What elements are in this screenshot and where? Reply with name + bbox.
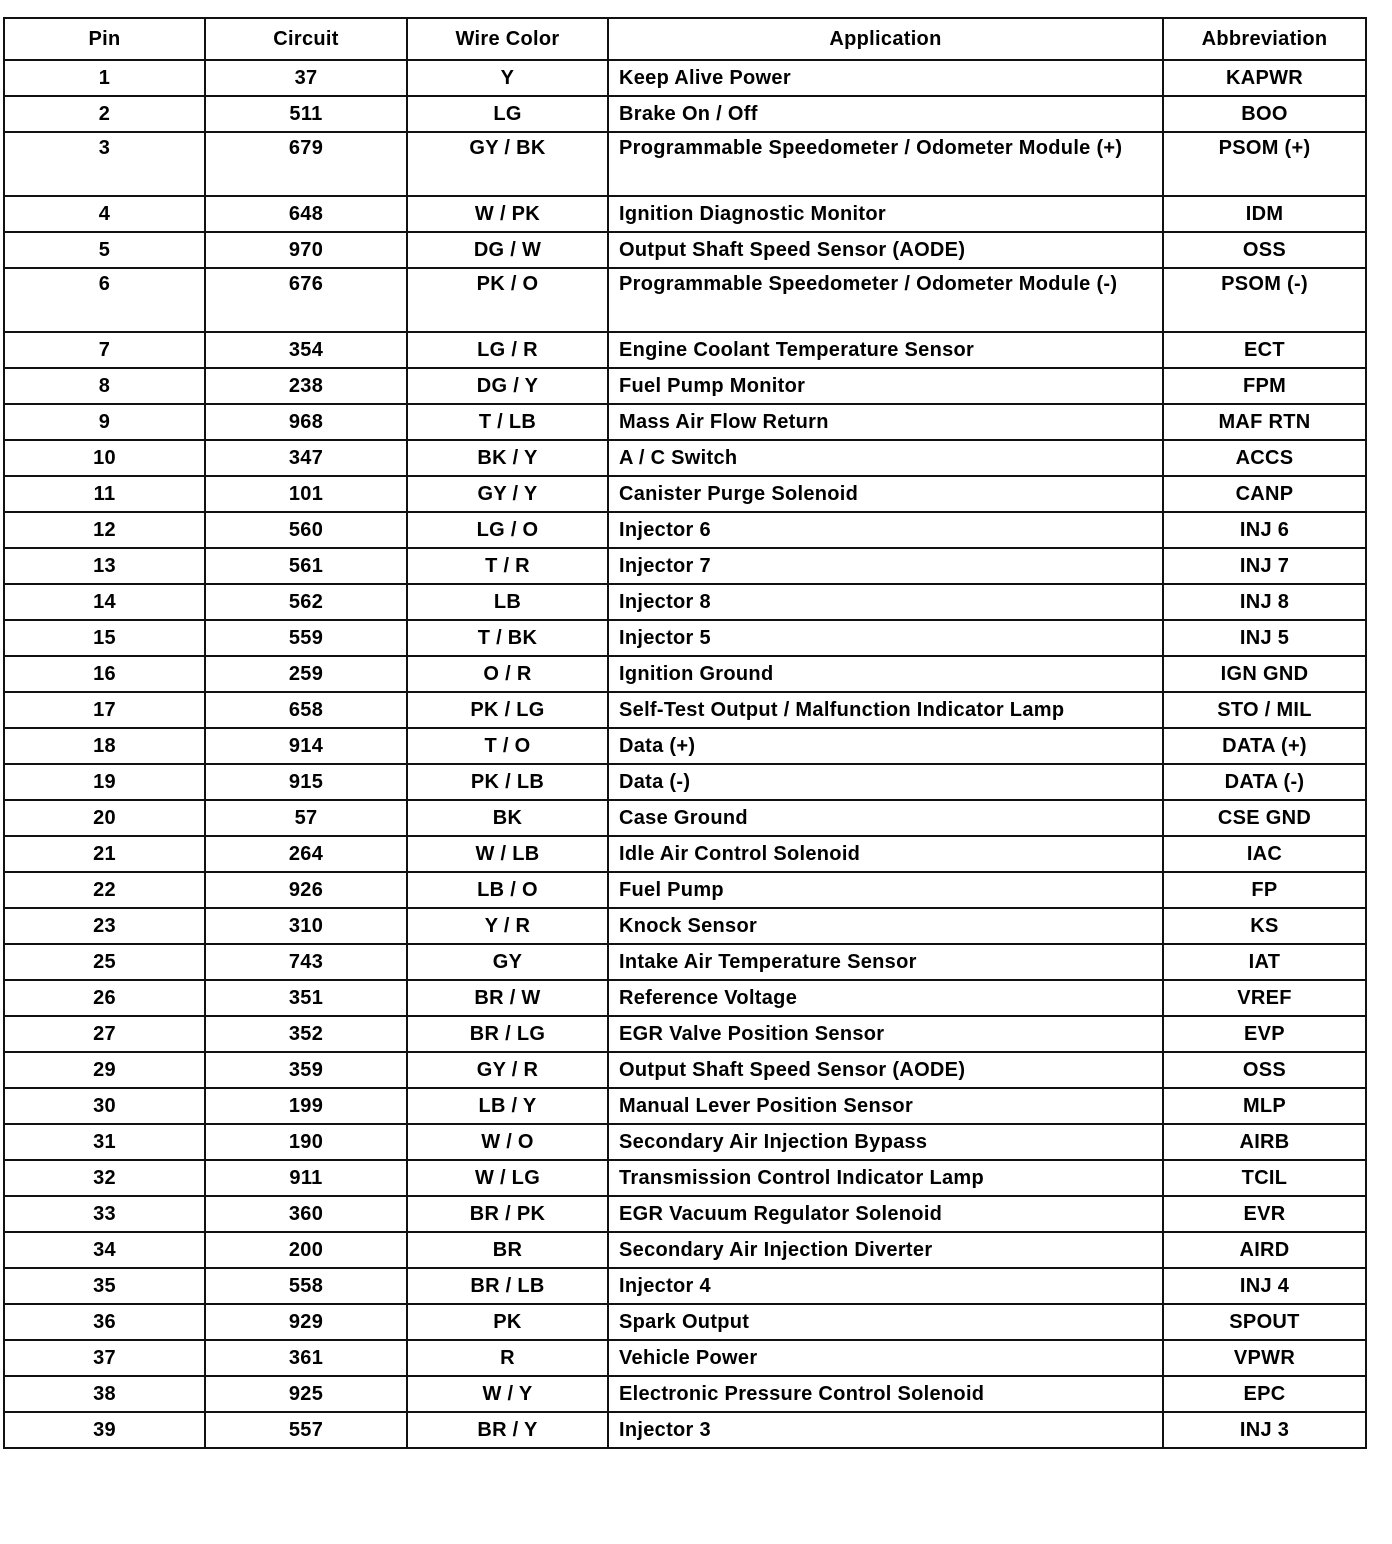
cell-abbreviation: ACCS: [1163, 440, 1366, 476]
cell-application: Fuel Pump Monitor: [608, 368, 1163, 404]
cell-pin: 38: [4, 1376, 205, 1412]
cell-wire-color: W / LG: [407, 1160, 608, 1196]
cell-circuit: 911: [205, 1160, 407, 1196]
table-row: [4, 476, 1366, 512]
table-row: [4, 800, 1366, 836]
cell-wire-color: LB / Y: [407, 1088, 608, 1124]
table-row: [4, 548, 1366, 584]
cell-abbreviation: FPM: [1163, 368, 1366, 404]
table-row: [4, 440, 1366, 476]
cell-abbreviation: OSS: [1163, 232, 1366, 268]
table-row: [4, 908, 1366, 944]
cell-pin: 34: [4, 1232, 205, 1268]
cell-pin: 10: [4, 440, 205, 476]
cell-circuit: 561: [205, 548, 407, 584]
cell-application: Manual Lever Position Sensor: [608, 1088, 1163, 1124]
table-row: [4, 1232, 1366, 1268]
header-wire-color: Wire Color: [407, 18, 608, 60]
cell-wire-color: W / O: [407, 1124, 608, 1160]
cell-pin: 22: [4, 872, 205, 908]
table-row: [4, 1160, 1366, 1196]
cell-application: Output Shaft Speed Sensor (AODE): [608, 1052, 1163, 1088]
cell-circuit: 190: [205, 1124, 407, 1160]
cell-circuit: 310: [205, 908, 407, 944]
cell-wire-color: LG: [407, 96, 608, 132]
cell-application: EGR Valve Position Sensor: [608, 1016, 1163, 1052]
cell-pin: 19: [4, 764, 205, 800]
cell-wire-color: Y / R: [407, 908, 608, 944]
cell-circuit: 676: [205, 268, 407, 332]
cell-abbreviation: VREF: [1163, 980, 1366, 1016]
cell-application: Injector 4: [608, 1268, 1163, 1304]
cell-circuit: 57: [205, 800, 407, 836]
cell-application: Electronic Pressure Control Solenoid: [608, 1376, 1163, 1412]
cell-circuit: 560: [205, 512, 407, 548]
cell-abbreviation: PSOM (-): [1163, 268, 1366, 332]
cell-circuit: 238: [205, 368, 407, 404]
table-row: [4, 1052, 1366, 1088]
cell-pin: 13: [4, 548, 205, 584]
cell-circuit: 926: [205, 872, 407, 908]
cell-application: Secondary Air Injection Bypass: [608, 1124, 1163, 1160]
cell-application: Vehicle Power: [608, 1340, 1163, 1376]
cell-abbreviation: OSS: [1163, 1052, 1366, 1088]
cell-wire-color: BR / PK: [407, 1196, 608, 1232]
table-row: [4, 132, 1366, 196]
table-row: [4, 980, 1366, 1016]
cell-application: Data (+): [608, 728, 1163, 764]
cell-application: Programmable Speedometer / Odometer Module (+): [608, 132, 1163, 196]
cell-wire-color: T / BK: [407, 620, 608, 656]
cell-abbreviation: CANP: [1163, 476, 1366, 512]
cell-circuit: 915: [205, 764, 407, 800]
table-row: [4, 836, 1366, 872]
table-row: [4, 944, 1366, 980]
cell-application: Spark Output: [608, 1304, 1163, 1340]
table-row: [4, 1124, 1366, 1160]
header-circuit: Circuit: [205, 18, 407, 60]
cell-wire-color: R: [407, 1340, 608, 1376]
cell-pin: 11: [4, 476, 205, 512]
cell-circuit: 200: [205, 1232, 407, 1268]
cell-abbreviation: DATA (+): [1163, 728, 1366, 764]
header-application: Application: [608, 18, 1163, 60]
cell-application: Intake Air Temperature Sensor: [608, 944, 1163, 980]
cell-application: Mass Air Flow Return: [608, 404, 1163, 440]
cell-wire-color: Y: [407, 60, 608, 96]
cell-abbreviation: BOO: [1163, 96, 1366, 132]
cell-pin: 2: [4, 96, 205, 132]
cell-pin: 8: [4, 368, 205, 404]
table-row: [4, 96, 1366, 132]
table-row: [4, 692, 1366, 728]
cell-wire-color: GY: [407, 944, 608, 980]
cell-circuit: 925: [205, 1376, 407, 1412]
cell-circuit: 562: [205, 584, 407, 620]
cell-application: Case Ground: [608, 800, 1163, 836]
table-row: [4, 368, 1366, 404]
cell-application: Injector 7: [608, 548, 1163, 584]
cell-wire-color: PK / O: [407, 268, 608, 332]
cell-circuit: 359: [205, 1052, 407, 1088]
cell-application: Injector 6: [608, 512, 1163, 548]
cell-abbreviation: PSOM (+): [1163, 132, 1366, 196]
pinout-table: [3, 17, 1367, 1449]
table-row: [4, 728, 1366, 764]
cell-abbreviation: EVP: [1163, 1016, 1366, 1052]
cell-wire-color: O / R: [407, 656, 608, 692]
cell-abbreviation: DATA (-): [1163, 764, 1366, 800]
cell-abbreviation: EPC: [1163, 1376, 1366, 1412]
cell-abbreviation: MLP: [1163, 1088, 1366, 1124]
cell-pin: 23: [4, 908, 205, 944]
cell-abbreviation: IGN GND: [1163, 656, 1366, 692]
cell-pin: 9: [4, 404, 205, 440]
cell-application: Brake On / Off: [608, 96, 1163, 132]
table-row: [4, 656, 1366, 692]
table-row: [4, 1016, 1366, 1052]
cell-wire-color: W / LB: [407, 836, 608, 872]
cell-abbreviation: ECT: [1163, 332, 1366, 368]
cell-abbreviation: INJ 5: [1163, 620, 1366, 656]
cell-abbreviation: IDM: [1163, 196, 1366, 232]
cell-application: Ignition Diagnostic Monitor: [608, 196, 1163, 232]
cell-pin: 29: [4, 1052, 205, 1088]
cell-wire-color: PK: [407, 1304, 608, 1340]
cell-pin: 30: [4, 1088, 205, 1124]
cell-abbreviation: IAC: [1163, 836, 1366, 872]
cell-wire-color: BR / LB: [407, 1268, 608, 1304]
table-body: [4, 60, 1366, 1448]
cell-abbreviation: INJ 8: [1163, 584, 1366, 620]
cell-application: Secondary Air Injection Diverter: [608, 1232, 1163, 1268]
cell-pin: 36: [4, 1304, 205, 1340]
cell-wire-color: BR / LG: [407, 1016, 608, 1052]
cell-circuit: 679: [205, 132, 407, 196]
cell-abbreviation: IAT: [1163, 944, 1366, 980]
header-row: [4, 18, 1366, 60]
table-row: [4, 1196, 1366, 1232]
header-abbreviation: Abbreviation: [1163, 18, 1366, 60]
cell-circuit: 354: [205, 332, 407, 368]
cell-wire-color: T / R: [407, 548, 608, 584]
cell-abbreviation: CSE GND: [1163, 800, 1366, 836]
cell-circuit: 361: [205, 1340, 407, 1376]
cell-wire-color: PK / LG: [407, 692, 608, 728]
cell-abbreviation: KAPWR: [1163, 60, 1366, 96]
cell-circuit: 264: [205, 836, 407, 872]
cell-circuit: 101: [205, 476, 407, 512]
cell-application: Injector 3: [608, 1412, 1163, 1448]
cell-abbreviation: TCIL: [1163, 1160, 1366, 1196]
cell-application: Reference Voltage: [608, 980, 1163, 1016]
cell-application: Self-Test Output / Malfunction Indicator Lamp: [608, 692, 1163, 728]
cell-circuit: 648: [205, 196, 407, 232]
cell-abbreviation: VPWR: [1163, 1340, 1366, 1376]
cell-wire-color: LB: [407, 584, 608, 620]
cell-wire-color: DG / Y: [407, 368, 608, 404]
cell-circuit: 557: [205, 1412, 407, 1448]
cell-pin: 6: [4, 268, 205, 332]
header-pin: Pin: [4, 18, 205, 60]
cell-pin: 35: [4, 1268, 205, 1304]
cell-circuit: 658: [205, 692, 407, 728]
cell-pin: 14: [4, 584, 205, 620]
cell-abbreviation: MAF RTN: [1163, 404, 1366, 440]
cell-application: Canister Purge Solenoid: [608, 476, 1163, 512]
cell-application: Ignition Ground: [608, 656, 1163, 692]
table-row: [4, 332, 1366, 368]
cell-application: Output Shaft Speed Sensor (AODE): [608, 232, 1163, 268]
cell-circuit: 511: [205, 96, 407, 132]
cell-circuit: 558: [205, 1268, 407, 1304]
cell-abbreviation: SPOUT: [1163, 1304, 1366, 1340]
cell-wire-color: T / O: [407, 728, 608, 764]
cell-circuit: 199: [205, 1088, 407, 1124]
table-row: [4, 232, 1366, 268]
cell-pin: 27: [4, 1016, 205, 1052]
cell-abbreviation: INJ 4: [1163, 1268, 1366, 1304]
cell-pin: 12: [4, 512, 205, 548]
cell-application: Engine Coolant Temperature Sensor: [608, 332, 1163, 368]
cell-pin: 39: [4, 1412, 205, 1448]
cell-circuit: 259: [205, 656, 407, 692]
cell-pin: 31: [4, 1124, 205, 1160]
cell-pin: 20: [4, 800, 205, 836]
cell-application: Fuel Pump: [608, 872, 1163, 908]
cell-abbreviation: INJ 3: [1163, 1412, 1366, 1448]
cell-circuit: 351: [205, 980, 407, 1016]
cell-pin: 26: [4, 980, 205, 1016]
cell-pin: 37: [4, 1340, 205, 1376]
cell-circuit: 970: [205, 232, 407, 268]
table-row: [4, 1088, 1366, 1124]
cell-circuit: 360: [205, 1196, 407, 1232]
cell-application: Idle Air Control Solenoid: [608, 836, 1163, 872]
cell-circuit: 347: [205, 440, 407, 476]
cell-abbreviation: FP: [1163, 872, 1366, 908]
cell-wire-color: GY / Y: [407, 476, 608, 512]
table-row: [4, 620, 1366, 656]
cell-circuit: 914: [205, 728, 407, 764]
table-row: [4, 512, 1366, 548]
table-row: [4, 764, 1366, 800]
cell-wire-color: BR / Y: [407, 1412, 608, 1448]
cell-pin: 7: [4, 332, 205, 368]
cell-pin: 5: [4, 232, 205, 268]
cell-wire-color: BR / W: [407, 980, 608, 1016]
cell-pin: 25: [4, 944, 205, 980]
cell-application: Keep Alive Power: [608, 60, 1163, 96]
cell-abbreviation: KS: [1163, 908, 1366, 944]
cell-circuit: 968: [205, 404, 407, 440]
cell-wire-color: LG / O: [407, 512, 608, 548]
cell-application: EGR Vacuum Regulator Solenoid: [608, 1196, 1163, 1232]
cell-application: A / C Switch: [608, 440, 1163, 476]
cell-wire-color: BK: [407, 800, 608, 836]
cell-wire-color: LB / O: [407, 872, 608, 908]
cell-circuit: 929: [205, 1304, 407, 1340]
table-row: [4, 1412, 1366, 1448]
cell-wire-color: T / LB: [407, 404, 608, 440]
cell-wire-color: W / Y: [407, 1376, 608, 1412]
cell-application: Injector 8: [608, 584, 1163, 620]
cell-wire-color: LG / R: [407, 332, 608, 368]
table-row: [4, 1340, 1366, 1376]
cell-circuit: 37: [205, 60, 407, 96]
cell-pin: 21: [4, 836, 205, 872]
cell-wire-color: BR: [407, 1232, 608, 1268]
cell-wire-color: GY / BK: [407, 132, 608, 196]
cell-wire-color: PK / LB: [407, 764, 608, 800]
table-row: [4, 584, 1366, 620]
cell-pin: 17: [4, 692, 205, 728]
cell-abbreviation: AIRD: [1163, 1232, 1366, 1268]
cell-wire-color: DG / W: [407, 232, 608, 268]
table-row: [4, 1304, 1366, 1340]
cell-pin: 15: [4, 620, 205, 656]
cell-pin: 1: [4, 60, 205, 96]
table-row: [4, 404, 1366, 440]
cell-wire-color: GY / R: [407, 1052, 608, 1088]
cell-abbreviation: STO / MIL: [1163, 692, 1366, 728]
pinout-sheet: [3, 17, 1365, 1449]
table-row: [4, 268, 1366, 332]
cell-application: Knock Sensor: [608, 908, 1163, 944]
cell-abbreviation: EVR: [1163, 1196, 1366, 1232]
cell-abbreviation: AIRB: [1163, 1124, 1366, 1160]
cell-wire-color: W / PK: [407, 196, 608, 232]
cell-pin: 18: [4, 728, 205, 764]
cell-pin: 33: [4, 1196, 205, 1232]
cell-abbreviation: INJ 6: [1163, 512, 1366, 548]
cell-circuit: 352: [205, 1016, 407, 1052]
cell-application: Data (-): [608, 764, 1163, 800]
cell-wire-color: BK / Y: [407, 440, 608, 476]
cell-pin: 3: [4, 132, 205, 196]
cell-application: Transmission Control Indicator Lamp: [608, 1160, 1163, 1196]
table-row: [4, 196, 1366, 232]
cell-pin: 16: [4, 656, 205, 692]
table-row: [4, 1376, 1366, 1412]
table-row: [4, 1268, 1366, 1304]
cell-circuit: 743: [205, 944, 407, 980]
table-row: [4, 60, 1366, 96]
cell-application: Injector 5: [608, 620, 1163, 656]
cell-abbreviation: INJ 7: [1163, 548, 1366, 584]
cell-pin: 32: [4, 1160, 205, 1196]
cell-pin: 4: [4, 196, 205, 232]
cell-application: Programmable Speedometer / Odometer Module (-): [608, 268, 1163, 332]
cell-circuit: 559: [205, 620, 407, 656]
table-row: [4, 872, 1366, 908]
